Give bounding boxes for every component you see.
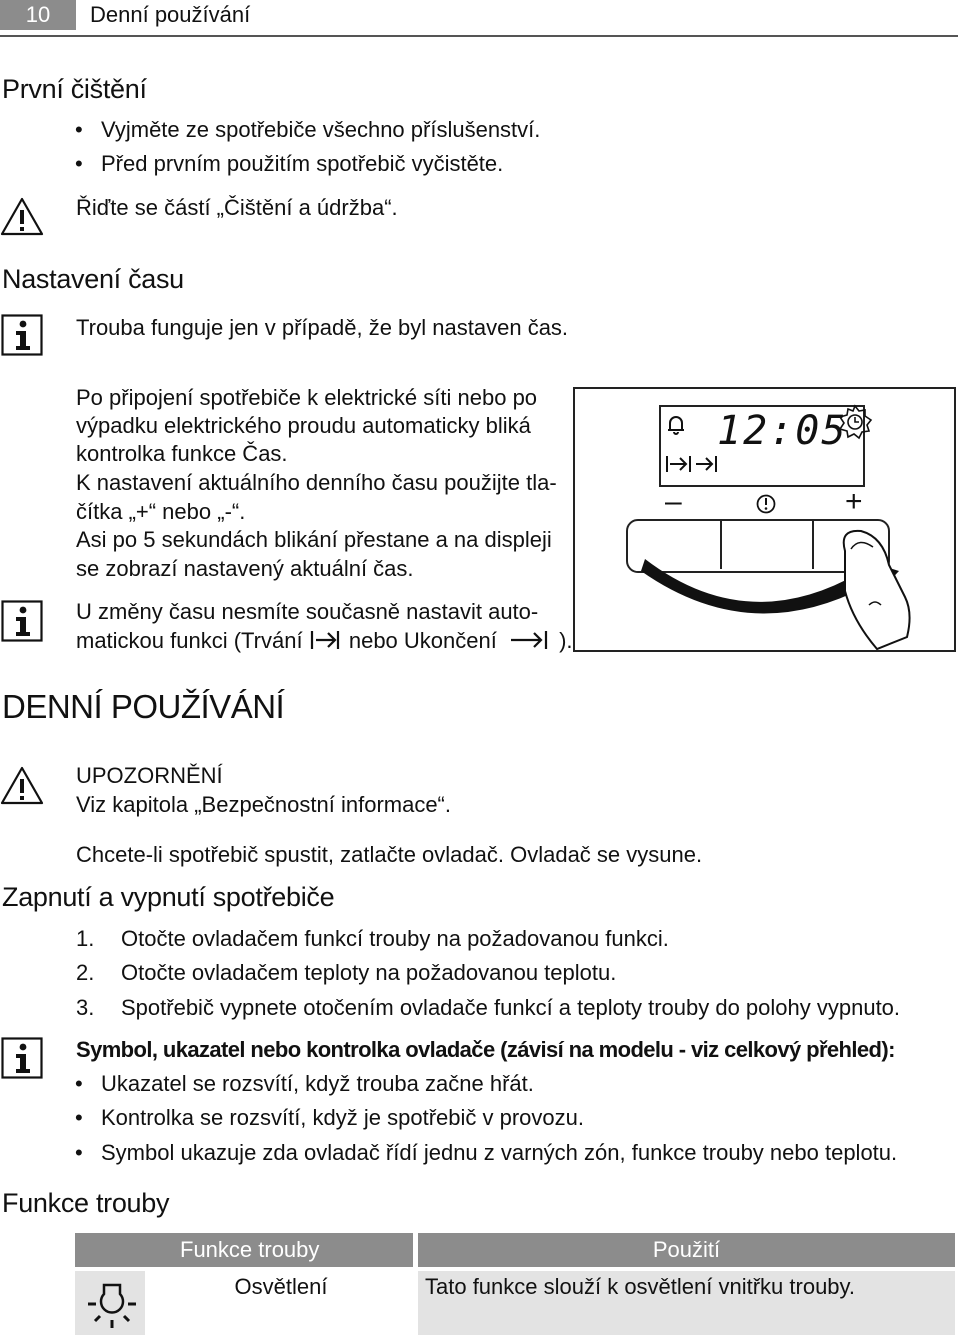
paragraph-line: K nastavení aktuálního denního času použijte tla- (76, 470, 557, 495)
step-text: Spotřebič vypnete otočením ovladače funkcí a teploty trouby do polohy vypnuto. (121, 995, 901, 1020)
bell-icon (665, 413, 687, 435)
light-icon (85, 1276, 139, 1330)
plus-label: + (845, 485, 863, 518)
header-divider (0, 35, 958, 37)
paragraph-line: výpadku elektrického proudu automaticky bliká (76, 413, 531, 438)
duration-icon (309, 629, 343, 651)
paragraph-line: Asi po 5 sekundách blikání přestane a na displeji (76, 527, 552, 552)
list-item: • Před prvním použitím spotřebič vyčistěte. (101, 150, 503, 178)
note-text: matickou funkci (Trvání (76, 628, 303, 653)
page-number: 10 (0, 0, 76, 30)
note-line (76, 627, 573, 655)
step-text: Otočte ovladačem funkcí trouby na požadovanou funkci. (121, 926, 669, 951)
function-use: Tato funkce slouží k osvětlení vnitřku trouby. (425, 1274, 856, 1299)
info-text: Trouba funguje jen v případě, že byl nastaven čas. (76, 315, 569, 340)
warning-icon (0, 196, 44, 236)
warning-icon (0, 765, 44, 805)
minus-label: – (665, 485, 682, 518)
list-item: • Ukazatel se rozsvítí, když trouba začne hřát. (101, 1070, 534, 1098)
note-line: U změny času nesmíte současně nastavit auto- (76, 599, 539, 624)
paragraph-line: se zobrazí nastavený aktuální čas. (76, 556, 414, 581)
end-time-icon (695, 455, 721, 473)
step-text: Otočte ovladačem teploty na požadovanou teplotu. (121, 960, 617, 985)
chapter-heading: DENNÍ POUŽÍVÁNÍ (2, 688, 285, 725)
display-time: 12:05 (717, 408, 848, 454)
section-heading-switch: Zapnutí a vypnutí spotřebiče (2, 882, 335, 912)
intro-text: Chcete-li spotřebič spustit, zatlačte ovladač. Ovladač se vysune. (76, 842, 703, 867)
note-text: ). (559, 628, 573, 653)
display-illustration (573, 387, 956, 652)
duration-icon (665, 455, 695, 473)
paragraph-line: Po připojení spotřebiče k elektrické síti nebo po (76, 385, 538, 410)
info-icon (1, 600, 43, 642)
list-item: • Kontrolka se rozsvítí, když je spotřebič v provozu. (101, 1104, 584, 1132)
function-name: Osvětlení (234, 1274, 328, 1299)
finger-icon (815, 525, 955, 651)
section-heading-oven-functions: Funkce trouby (2, 1188, 170, 1218)
list-item: • Vyjměte ze spotřebiče všechno příslušenství. (101, 116, 540, 144)
step-number: 1. (76, 926, 95, 951)
functions-table (75, 1233, 955, 1335)
warning-text: Řiďte se částí „Čištění a údržba“. (76, 195, 398, 220)
end-time-icon (509, 629, 553, 651)
section-heading-time-setting: Nastavení času (2, 264, 184, 294)
paragraph-line: čítka „+“ nebo „-“. (76, 499, 246, 524)
warning-text: Viz kapitola „Bezpečnostní informace“. (76, 792, 451, 817)
info-title: Symbol, ukazatel nebo kontrolka ovladače (závisí na modelu - viz celkový přehled): (76, 1037, 895, 1062)
clock-icon (755, 493, 777, 515)
note-text: nebo Ukončení (348, 628, 497, 653)
timer-icon (837, 404, 873, 440)
info-icon (1, 314, 43, 356)
section-heading-first-cleaning: První čištění (2, 74, 147, 104)
info-icon (1, 1037, 43, 1079)
page-header-title: Denní používání (90, 2, 251, 27)
paragraph-line: kontrolka funkce Čas. (76, 441, 288, 466)
column-header-use: Použití (652, 1237, 721, 1262)
column-header-function: Funkce trouby (180, 1237, 320, 1262)
list-item: • Symbol ukazuje zda ovladač řídí jednu z varných zón, funkce trouby nebo teplotu. (101, 1139, 897, 1167)
warning-title: UPOZORNĚNÍ (76, 763, 223, 788)
step-number: 2. (76, 960, 95, 985)
step-number: 3. (76, 995, 95, 1020)
